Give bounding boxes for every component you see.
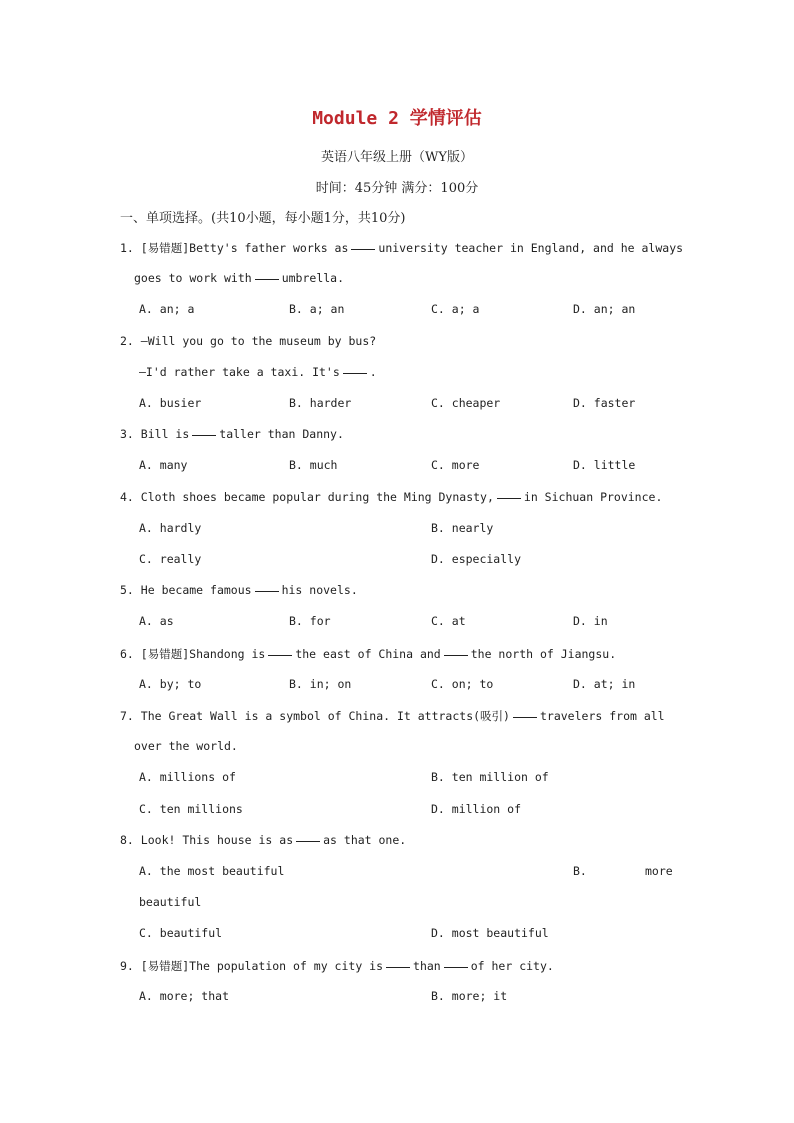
question-7: 7. The Great Wall is a symbol of China. It attracts(吸引) travelers from all <box>120 709 665 723</box>
page-subtitle: 英语八年级上册（WY版） <box>321 150 473 165</box>
q8-option-b-label: B. <box>573 864 587 878</box>
q1-option-a: A. an; a <box>139 302 195 316</box>
answer-blank <box>192 434 216 436</box>
q1-option-d: D. an; an <box>573 302 636 316</box>
question-2-reply: —I'd rather take a taxi. It's . <box>139 365 377 379</box>
q1-option-b: B. a; an <box>289 302 345 316</box>
question-7-continued: over the world. <box>134 739 238 753</box>
q4-option-d: D. especially <box>431 552 522 566</box>
answer-blank <box>497 497 521 499</box>
answer-blank <box>386 966 410 968</box>
q5-option-a: A. as <box>139 614 174 628</box>
question-5: 5. He became famous his novels. <box>120 583 358 597</box>
q3-option-c: C. more <box>431 458 480 472</box>
q8-option-b-wrap: beautiful <box>139 895 202 909</box>
question-4: 4. Cloth shoes became popular during the Ming Dynasty, in Sichuan Province. <box>120 490 663 504</box>
page-title: Module 2 学情评估 <box>312 108 482 129</box>
section-heading: 一、单项选择。(共10小题，每小题1分，共10分) <box>120 211 406 226</box>
q8-option-b-text: more <box>645 864 673 878</box>
q6-option-a: A. by; to <box>139 677 202 691</box>
question-8: 8. Look! This house is as as that one. <box>120 833 407 847</box>
q5-option-c: C. at <box>431 614 466 628</box>
q3-option-b: B. much <box>289 458 338 472</box>
q2-option-b: B. harder <box>289 396 352 410</box>
answer-blank <box>296 840 320 842</box>
q5-option-b: B. for <box>289 614 331 628</box>
q7-option-b: B. ten million of <box>431 770 549 784</box>
answer-blank <box>444 654 468 656</box>
question-2: 2. —Will you go to the museum by bus? <box>120 334 377 348</box>
question-3: 3. Bill is taller than Danny. <box>120 427 344 441</box>
question-9: 9. [易错题]The population of my city is than of her city. <box>120 959 554 973</box>
answer-blank <box>351 248 375 250</box>
answer-blank <box>513 716 537 718</box>
q2-option-d: D. faster <box>573 396 636 410</box>
answer-blank <box>343 372 367 374</box>
question-6: 6. [易错题]Shandong is the east of China and the north of Jiangsu. <box>120 647 617 661</box>
q8-option-c: C. beautiful <box>139 926 223 940</box>
q7-option-a: A. millions of <box>139 770 236 784</box>
q8-option-d: D. most beautiful <box>431 926 549 940</box>
answer-blank <box>268 654 292 656</box>
q6-option-b: B. in; on <box>289 677 352 691</box>
q7-option-c: C. ten millions <box>139 802 243 816</box>
q4-option-a: A. hardly <box>139 521 202 535</box>
q9-option-b: B. more; it <box>431 989 508 1003</box>
q9-option-a: A. more; that <box>139 989 230 1003</box>
q4-option-c: C. really <box>139 552 202 566</box>
answer-blank <box>444 966 468 968</box>
question-1: 1. [易错题]Betty's father works as university teacher in England, and he always <box>120 241 684 255</box>
q3-option-a: A. many <box>139 458 188 472</box>
answer-blank <box>255 590 279 592</box>
q6-option-d: D. at; in <box>573 677 636 691</box>
q1-option-c: C. a; a <box>431 302 480 316</box>
exam-time-score: 时间：45分钟 满分：100分 <box>315 181 479 196</box>
q8-option-a: A. the most beautiful <box>139 864 285 878</box>
q2-option-a: A. busier <box>139 396 202 410</box>
q7-option-d: D. million of <box>431 802 522 816</box>
q5-option-d: D. in <box>573 614 608 628</box>
answer-blank <box>255 278 279 280</box>
question-1-continued: goes to work with umbrella. <box>134 271 345 285</box>
q6-option-c: C. on; to <box>431 677 494 691</box>
q4-option-b: B. nearly <box>431 521 494 535</box>
q2-option-c: C. cheaper <box>431 396 501 410</box>
q3-option-d: D. little <box>573 458 636 472</box>
